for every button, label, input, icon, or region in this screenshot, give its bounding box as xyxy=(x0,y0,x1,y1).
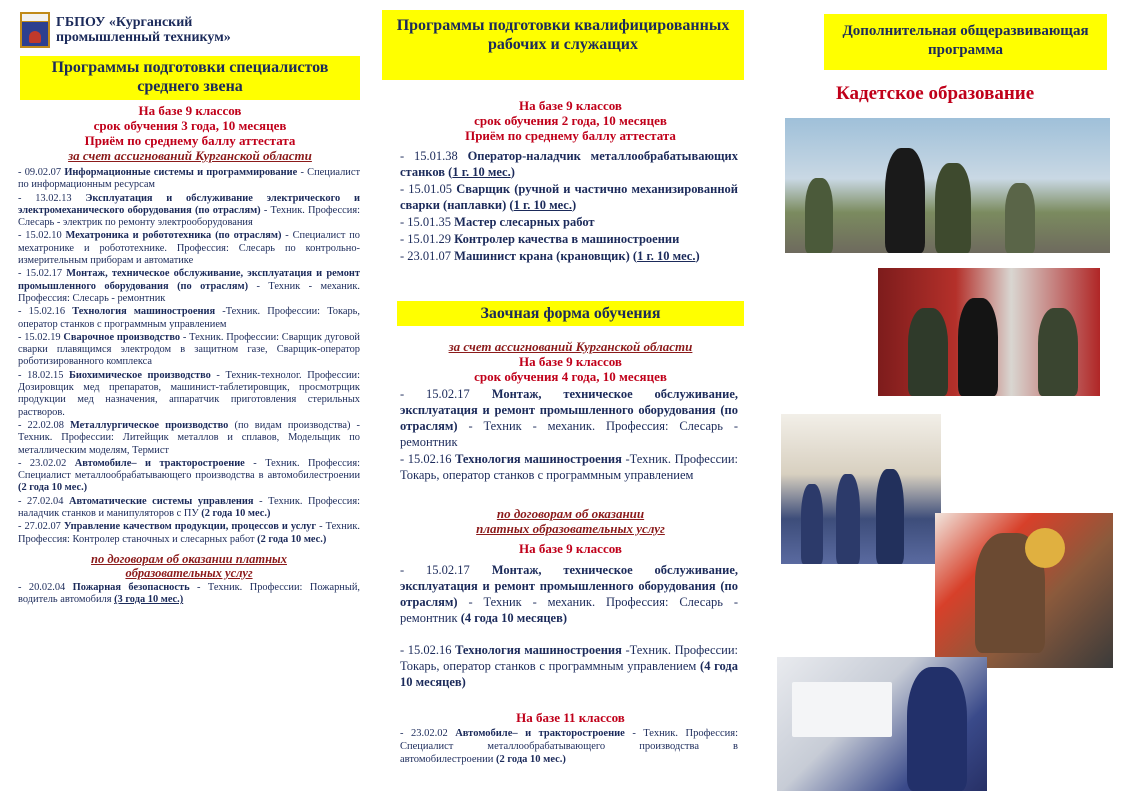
cadet-gym-photo xyxy=(781,414,941,564)
col2-paid-line2: платных образовательных услуг xyxy=(476,521,665,536)
list-item: - 22.02.08 Металлургическое производство (по видам производства) - Техник. Профессии: Литейщик металлов и сплавов, Модельщик по металлическим моделям, Термист xyxy=(18,419,360,456)
list-item: - 15.01.38 Оператор-наладчик металлообрабатывающих станков (1 г. 10 мес.) xyxy=(400,149,739,179)
col2-line3: Приём по среднему баллу аттестата xyxy=(465,128,676,143)
list-item: - 15.02.10 Мехатроника и робототехника (по отраслям) - Специалист по мехатронике и робототехнике. Профессия: Слесарь по контрольно-измерительным приборам и автоматике xyxy=(18,230,360,267)
col2-line2: срок обучения 2 года, 10 месяцев xyxy=(474,113,667,128)
col2-line1: На базе 9 классов xyxy=(519,98,622,113)
col2-distance-intro xyxy=(397,339,744,384)
col1-program-list xyxy=(18,167,360,608)
col2-dist-funding: за счет ассигнований Курганской области xyxy=(448,339,693,354)
college-logo-icon xyxy=(20,12,50,48)
col2-dist-line1: На базе 9 классов xyxy=(519,354,622,369)
cadet-flag-photo xyxy=(878,268,1100,396)
col1-paid-heading: по договорам об оказании платных образовательных услуг xyxy=(91,551,287,580)
list-item: - 15.02.19 Сварочное производство - Техник. Профессии: Сварщик дуговой сварки плавящимся электродом в защитном газе, Сварщик-оператор роботизированного комплекса xyxy=(18,331,360,368)
list-item: - 27.02.04 Автоматические системы управления - Техник. Профессия: наладчик станков и манипуляторов с ПУ (2 года 10 мес.) xyxy=(18,495,360,520)
col2-paid-base: На базе 9 классов xyxy=(519,541,622,556)
list-item: - 15.02.16 Технология машиностроения -Техник. Профессии: Токарь, оператор станков с программным управлением xyxy=(18,306,361,330)
college-name: ГБПОУ «Курганский промышленный техникум» xyxy=(56,15,231,45)
list-item: - 20.02.04 Пожарная безопасность - Техник. Профессии: Пожарный, водитель автомобиля (3 года 10 мес.) xyxy=(18,581,360,606)
list-item: - 27.02.07 Управление качеством продукции, процессов и услуг - Техник. Профессия: Контролер станочных и слесарных работ (2 года 10 мес.) xyxy=(18,521,361,545)
col2-title: Программы подготовки квалифицированных рабочих и служащих xyxy=(382,10,744,80)
list-item: - 15.01.05 Сварщик (ручной и частично механизированной сварки (наплавки) (1 г. 10 мес.) xyxy=(400,182,738,212)
list-item: - 15.01.29 Контролер качества в машиностроении xyxy=(400,232,680,246)
list-item: - 15.02.16 Технология машиностроения -Техник. Профессии: Токарь, оператор станков с программным управлением xyxy=(400,452,739,482)
col3-title: Дополнительная общеразвивающая программа xyxy=(824,14,1107,70)
col1-line3: Приём по среднему баллу аттестата xyxy=(84,133,296,148)
list-item: - 15.02.17 Монтаж, техническое обслуживание, эксплуатация и ремонт промышленного оборудования (по отраслям) - Техник - механик. Профессия: Слесарь - ремонтник xyxy=(400,387,738,449)
col1-funding: за счет ассигнований Курганской области xyxy=(68,148,312,163)
list-item: - 15.02.17 Монтаж, техническое обслуживание, эксплуатация и ремонт промышленного оборудования (по отраслям) - Техник - механик. Профессия: Слесарь - ремонтник (4 года 10 месяцев) xyxy=(400,563,738,625)
list-item: - 23.01.07 Машинист крана (крановщик) (1 г. 10 мес.) xyxy=(400,249,700,263)
col1-title: Программы подготовки специалистов среднего звена xyxy=(20,56,360,100)
electrical-lab-photo xyxy=(777,657,987,791)
col2-paid-intro xyxy=(397,506,744,556)
welding-photo xyxy=(935,513,1113,668)
list-item: - 15.02.17 Монтаж, техническое обслуживание, эксплуатация и ремонт промышленного оборудования (по отраслям) - Техник - механик. Профессия: Слесарь - ремонтник xyxy=(18,268,361,304)
list-item: - 15.01.35 Мастер слесарных работ xyxy=(400,215,595,229)
col2-base11: На базе 11 классов xyxy=(516,710,625,725)
col1-intro xyxy=(20,103,360,163)
list-item: - 23.02.02 Автомобиле– и тракторостроение - Техник. Профессия: Специалист металлообрабатывающего производства в автомобилестроении (2 года 10 мес.) xyxy=(400,728,738,765)
col2-base11-item xyxy=(400,727,738,766)
col2-paid-list xyxy=(400,562,738,691)
col2-program-list xyxy=(400,148,738,265)
list-item: - 23.02.02 Автомобиле– и тракторостроение - Техник. Профессия: Специалист металлообрабатывающего производства в автомобилестроении (2 года 10 мес.) xyxy=(18,457,361,494)
list-item: - 18.02.15 Биохимическое производство - Техник-технолог. Профессии: Дозировщик мед препаратов, машинист-таблетировщик, просмотрщик продукции мед назначения, аппаратчик приготовления стерильных растворов. xyxy=(18,369,360,418)
col2-intro xyxy=(397,98,744,143)
header xyxy=(20,12,266,48)
list-item: - 13.02.13 Эксплуатация и обслуживание электрического и электромеханического оборудования (по отраслям) - Техник. Профессия: Слесарь - электрик по ремонту электрооборудования xyxy=(18,192,360,229)
list-item: - 15.02.16 Технология машиностроения -Техник. Профессии: Токарь, оператор станков с программным управлением (4 года 10 месяцев) xyxy=(400,643,739,689)
col2-paid-line1: по договорам об оказании xyxy=(496,506,645,521)
col1-line2: срок обучения 3 года, 10 месяцев xyxy=(93,118,287,133)
col2-dist-line2: срок обучения 4 года, 10 месяцев xyxy=(474,369,667,384)
cadet-heading: Кадетское образование xyxy=(836,83,1035,104)
cadet-parade-photo xyxy=(785,118,1110,253)
col2-distance-list xyxy=(400,386,738,484)
col1-line1: На базе 9 классов xyxy=(138,103,242,118)
list-item: - 09.02.07 Информационные системы и программирование - Специалист по информационным ресурсам xyxy=(18,167,360,191)
col2-distance-title: Заочная форма обучения xyxy=(397,301,744,326)
